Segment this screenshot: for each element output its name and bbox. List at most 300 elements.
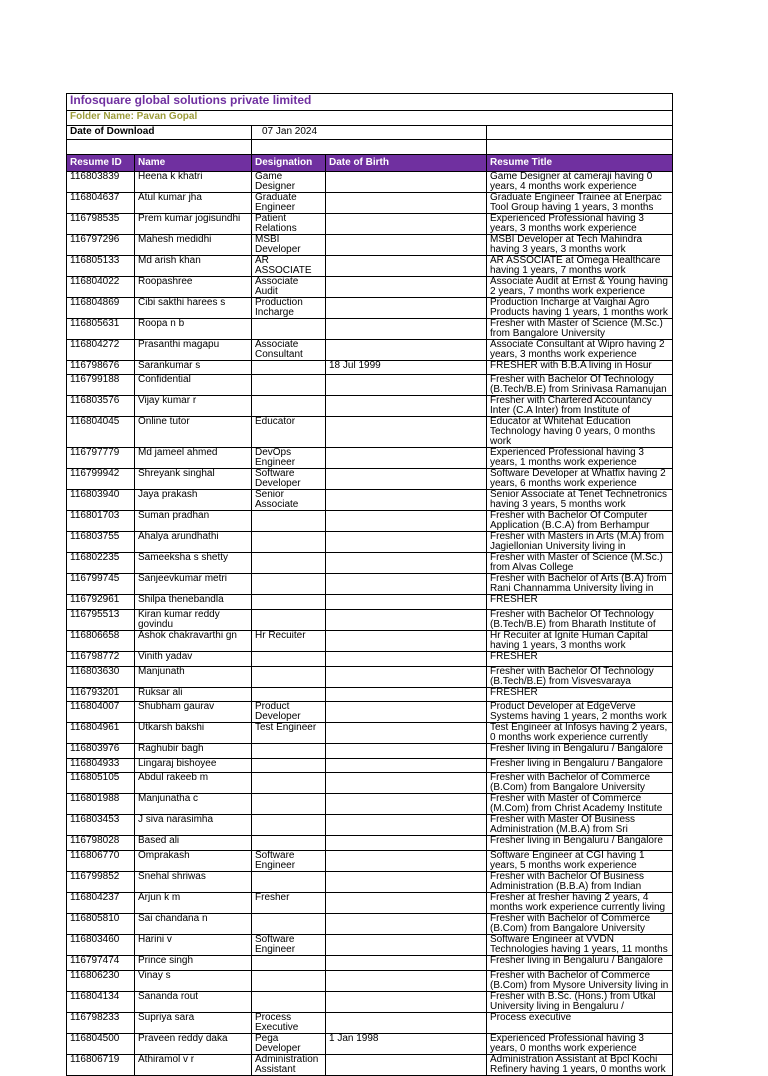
name-cell bbox=[135, 375, 252, 396]
resume-title-cell bbox=[487, 934, 673, 955]
date-of-birth-cell bbox=[326, 339, 487, 360]
table-row bbox=[67, 991, 673, 1012]
resume-title-cell bbox=[487, 609, 673, 630]
table-row bbox=[67, 417, 673, 448]
resume-title-cell bbox=[487, 702, 673, 723]
designation-cell-text: Test Engineer bbox=[255, 722, 317, 734]
designation-cell-text: Production Incharge bbox=[255, 296, 303, 318]
designation-cell bbox=[252, 532, 326, 553]
designation-cell bbox=[252, 553, 326, 574]
date-of-birth-cell bbox=[326, 773, 487, 794]
resume-id-cell bbox=[67, 773, 135, 794]
name-cell bbox=[135, 702, 252, 723]
designation-cell bbox=[252, 871, 326, 892]
date-of-birth-cell bbox=[326, 666, 487, 687]
resume-title-cell-text: Fresher living in Bengaluru / Bangalore bbox=[490, 743, 663, 755]
resume-title-cell bbox=[487, 630, 673, 651]
designation-cell-text: Pega Developer bbox=[255, 1032, 301, 1054]
resume-id-cell-text: 116802235 bbox=[70, 552, 120, 564]
name-cell-text: Manjunatha c bbox=[138, 793, 199, 805]
resume-id-cell bbox=[67, 723, 135, 744]
table-row bbox=[67, 836, 673, 851]
resume-id-cell bbox=[67, 171, 135, 192]
resume-id-cell-text: 116792961 bbox=[70, 594, 120, 606]
resume-title-cell bbox=[487, 892, 673, 913]
resume-id-cell-text: 116803630 bbox=[70, 665, 120, 677]
resume-title-cell bbox=[487, 687, 673, 702]
resume-id-cell-text: 116804637 bbox=[70, 191, 120, 203]
designation-cell bbox=[252, 758, 326, 773]
designation-cell-text: MSBI Developer bbox=[255, 233, 301, 255]
designation-cell-text: Associate Audit bbox=[255, 275, 299, 297]
name-cell-text: Snehal shriwas bbox=[138, 870, 206, 882]
table-row bbox=[67, 469, 673, 490]
name-cell-text: Confidential bbox=[138, 374, 191, 386]
table-row bbox=[67, 955, 673, 970]
date-of-birth-cell bbox=[326, 630, 487, 651]
designation-cell bbox=[252, 955, 326, 970]
designation-cell bbox=[252, 511, 326, 532]
resume-title-cell bbox=[487, 318, 673, 339]
resume-title-cell bbox=[487, 773, 673, 794]
resume-id-cell-text: 116798233 bbox=[70, 1011, 120, 1023]
resume-title-cell bbox=[487, 532, 673, 553]
resume-id-cell bbox=[67, 850, 135, 871]
name-cell-text: Utkarsh bakshi bbox=[138, 722, 205, 734]
name-cell-text: Mahesh medidhi bbox=[138, 233, 212, 245]
table-row bbox=[67, 794, 673, 815]
resume-title-cell-text: Product Developer at EdgeVerve Systems having 1 years, 2 months work bbox=[490, 701, 667, 723]
table-row bbox=[67, 511, 673, 532]
designation-cell bbox=[252, 970, 326, 991]
table-row bbox=[67, 448, 673, 469]
resume-id-cell bbox=[67, 375, 135, 396]
resume-title-cell bbox=[487, 375, 673, 396]
resume-title-cell-text: Game Designer at cameraji having 0 years, 4 months work experience bbox=[490, 170, 653, 192]
table-row bbox=[67, 723, 673, 744]
resume-id-cell bbox=[67, 417, 135, 448]
date-of-birth-cell bbox=[326, 553, 487, 574]
name-cell-text: J siva narasimha bbox=[138, 814, 214, 826]
designation-cell-text: Hr Recuiter bbox=[255, 629, 306, 641]
name-cell-text: Sarankumar s bbox=[138, 359, 201, 371]
company-name: Infosquare global solutions private limited bbox=[67, 94, 673, 111]
resume-title-cell bbox=[487, 651, 673, 666]
name-cell-text: Vinith yadav bbox=[138, 650, 193, 662]
designation-cell bbox=[252, 773, 326, 794]
name-cell-text: Md arish khan bbox=[138, 254, 201, 266]
name-cell bbox=[135, 1054, 252, 1075]
table-row bbox=[67, 970, 673, 991]
table-row bbox=[67, 375, 673, 396]
designation-cell bbox=[252, 448, 326, 469]
date-of-birth-cell bbox=[326, 687, 487, 702]
date-of-birth-cell bbox=[326, 297, 487, 318]
resume-id-cell bbox=[67, 448, 135, 469]
table-row bbox=[67, 532, 673, 553]
date-of-birth-cell bbox=[326, 192, 487, 213]
resume-title-cell bbox=[487, 339, 673, 360]
resume-id-cell bbox=[67, 630, 135, 651]
name-cell-text: Arjun k m bbox=[138, 891, 181, 903]
header-name: Name bbox=[135, 154, 252, 171]
designation-cell bbox=[252, 815, 326, 836]
resume-id-cell-text: 116798535 bbox=[70, 212, 120, 224]
name-cell bbox=[135, 490, 252, 511]
folder-name: Folder Name: Pavan Gopal bbox=[67, 111, 673, 126]
resume-id-cell bbox=[67, 276, 135, 297]
name-cell-text: Sanjeevkumar metri bbox=[138, 573, 227, 585]
date-of-birth-cell bbox=[326, 396, 487, 417]
resume-id-cell-text: 116805631 bbox=[70, 317, 120, 329]
table-row bbox=[67, 871, 673, 892]
name-cell-text: Supriya sara bbox=[138, 1011, 195, 1023]
designation-cell bbox=[252, 192, 326, 213]
name-cell-text: Harini v bbox=[138, 933, 172, 945]
designation-cell bbox=[252, 850, 326, 871]
resume-title-cell-text: Software Engineer at VVDN Technologies having 1 years, 11 months bbox=[490, 933, 668, 955]
date-of-birth-cell bbox=[326, 255, 487, 276]
name-cell bbox=[135, 276, 252, 297]
download-date: 07 Jan 2024 bbox=[252, 125, 487, 140]
resume-id-cell-text: 116804237 bbox=[70, 891, 120, 903]
name-cell bbox=[135, 574, 252, 595]
resume-title-cell-text: Fresher with Bachelor of Commerce (B.Com) from Bangalore University bbox=[490, 912, 651, 934]
resume-title-cell-text: Associate Consultant at Wipro having 2 years, 3 months work experience bbox=[490, 338, 665, 360]
resume-id-cell-text: 116804007 bbox=[70, 701, 120, 713]
name-cell-text: Athiramol v r bbox=[138, 1053, 195, 1065]
resume-title-cell-text: AR ASSOCIATE at Omega Healthcare having 1 years, 7 months work bbox=[490, 254, 661, 276]
resume-id-cell bbox=[67, 532, 135, 553]
resume-id-cell-text: 116804961 bbox=[70, 722, 120, 734]
name-cell-text: Shubham gaurav bbox=[138, 701, 215, 713]
name-cell bbox=[135, 339, 252, 360]
resume-title-cell bbox=[487, 955, 673, 970]
date-of-birth-cell bbox=[326, 836, 487, 851]
table-row bbox=[67, 553, 673, 574]
name-cell bbox=[135, 396, 252, 417]
name-cell bbox=[135, 892, 252, 913]
resume-table bbox=[66, 93, 673, 1076]
name-cell bbox=[135, 448, 252, 469]
resume-title-cell-text: Educator at Whitehat Education Technology having 0 years, 0 months work bbox=[490, 416, 656, 448]
name-cell bbox=[135, 192, 252, 213]
table-row bbox=[67, 1054, 673, 1075]
resume-id-cell-text: 116798028 bbox=[70, 835, 120, 847]
resume-id-cell bbox=[67, 815, 135, 836]
resume-id-cell bbox=[67, 744, 135, 759]
table-row bbox=[67, 171, 673, 192]
date-of-birth-cell bbox=[326, 511, 487, 532]
date-of-birth-cell bbox=[326, 276, 487, 297]
resume-title-cell-text: Fresher with Masters in Arts (M.A) from Jagiellonian University living in bbox=[490, 531, 664, 553]
date-of-birth-cell bbox=[326, 744, 487, 759]
header-resume-id: Resume ID bbox=[67, 154, 135, 171]
designation-cell bbox=[252, 339, 326, 360]
resume-id-cell bbox=[67, 651, 135, 666]
resume-id-cell bbox=[67, 297, 135, 318]
resume-id-cell-text: 116804134 bbox=[70, 990, 120, 1002]
designation-cell bbox=[252, 913, 326, 934]
resume-id-cell bbox=[67, 1033, 135, 1054]
resume-id-cell-text: 116805105 bbox=[70, 772, 120, 784]
resume-id-cell bbox=[67, 595, 135, 610]
name-cell bbox=[135, 1012, 252, 1033]
resume-title-cell-text: Fresher with Master of Science (M.Sc.) from Alvas College bbox=[490, 552, 663, 574]
table-row bbox=[67, 1012, 673, 1033]
resume-id-cell-text: 116803940 bbox=[70, 489, 120, 501]
download-row bbox=[67, 125, 673, 140]
designation-cell-text: Software Engineer bbox=[255, 849, 296, 871]
resume-title-cell-text: Senior Associate at Tenet Technetronics having 3 years, 5 months work bbox=[490, 489, 667, 511]
designation-cell-text: Administration Assistant bbox=[255, 1053, 319, 1075]
table-row bbox=[67, 666, 673, 687]
designation-cell-text: Senior Associate bbox=[255, 489, 299, 511]
name-cell bbox=[135, 744, 252, 759]
resume-id-cell bbox=[67, 1012, 135, 1033]
resume-title-cell-text: Experienced Professional having 3 years, 1 months work experience bbox=[490, 447, 644, 469]
designation-cell bbox=[252, 702, 326, 723]
table-row bbox=[67, 255, 673, 276]
designation-cell-text: Game Designer bbox=[255, 170, 296, 192]
resume-id-cell bbox=[67, 871, 135, 892]
name-cell bbox=[135, 609, 252, 630]
resume-id-cell bbox=[67, 553, 135, 574]
resume-title-cell bbox=[487, 360, 673, 375]
resume-id-cell bbox=[67, 255, 135, 276]
designation-cell bbox=[252, 255, 326, 276]
designation-cell bbox=[252, 687, 326, 702]
name-cell-text: Prasanthi magapu bbox=[138, 338, 220, 350]
resume-id-cell-text: 116806658 bbox=[70, 629, 120, 641]
resume-title-cell bbox=[487, 991, 673, 1012]
resume-title-cell bbox=[487, 666, 673, 687]
resume-id-cell bbox=[67, 339, 135, 360]
resume-title-cell bbox=[487, 234, 673, 255]
designation-cell bbox=[252, 171, 326, 192]
resume-id-cell-text: 116804022 bbox=[70, 275, 120, 287]
resume-title-cell-text: Fresher living in Bengaluru / Bangalore bbox=[490, 954, 663, 966]
name-cell-text: Manjunath bbox=[138, 665, 185, 677]
date-of-birth-cell bbox=[326, 758, 487, 773]
designation-cell-text: Software Developer bbox=[255, 468, 301, 490]
name-cell-text: Abdul rakeeb m bbox=[138, 772, 209, 784]
date-of-birth-cell bbox=[326, 934, 487, 955]
designation-cell-text: Software Engineer bbox=[255, 933, 296, 955]
resume-id-cell-text: 116804045 bbox=[70, 416, 120, 428]
resume-title-cell bbox=[487, 213, 673, 234]
resume-id-cell bbox=[67, 490, 135, 511]
designation-cell bbox=[252, 744, 326, 759]
designation-cell bbox=[252, 595, 326, 610]
table-row bbox=[67, 758, 673, 773]
resume-title-cell-text: Experienced Professional having 3 years, 0 months work experience bbox=[490, 1032, 644, 1054]
name-cell bbox=[135, 234, 252, 255]
resume-title-cell-text: Fresher with Chartered Accountancy Inter (C.A Inter) from Institute of bbox=[490, 395, 652, 417]
table-row bbox=[67, 360, 673, 375]
table-row bbox=[67, 651, 673, 666]
resume-title-cell bbox=[487, 417, 673, 448]
resume-id-cell bbox=[67, 396, 135, 417]
name-cell-text: Praveen reddy daka bbox=[138, 1032, 228, 1044]
name-cell bbox=[135, 913, 252, 934]
designation-cell-text: Product Developer bbox=[255, 701, 301, 723]
designation-cell-text: Fresher bbox=[255, 891, 290, 903]
resume-id-cell-text: 116801988 bbox=[70, 793, 120, 805]
date-of-birth-cell bbox=[326, 850, 487, 871]
resume-id-cell bbox=[67, 934, 135, 955]
name-cell bbox=[135, 532, 252, 553]
resume-title-cell-text: Fresher with Bachelor Of Technology (B.Tech/B.E) from Srinivasa Ramanujan bbox=[490, 374, 667, 396]
table-row bbox=[67, 913, 673, 934]
resume-id-cell bbox=[67, 469, 135, 490]
date-of-birth-cell bbox=[326, 595, 487, 610]
resume-title-cell bbox=[487, 448, 673, 469]
designation-cell bbox=[252, 396, 326, 417]
resume-title-cell-text: FRESHER bbox=[490, 650, 538, 662]
name-cell-text: Vinay s bbox=[138, 969, 171, 981]
resume-title-cell-text: Fresher with Bachelor Of Technology (B.Tech/B.E) from Visvesvaraya bbox=[490, 665, 654, 687]
designation-cell bbox=[252, 417, 326, 448]
date-of-birth-cell bbox=[326, 651, 487, 666]
resume-id-cell-text: 116804272 bbox=[70, 338, 120, 350]
resume-id-cell bbox=[67, 360, 135, 375]
resume-title-cell bbox=[487, 1054, 673, 1075]
resume-title-cell-text: Fresher with Master Of Business Administration (M.B.A) from Sri bbox=[490, 814, 636, 836]
name-cell bbox=[135, 687, 252, 702]
table-row bbox=[67, 574, 673, 595]
name-cell bbox=[135, 318, 252, 339]
resume-title-cell bbox=[487, 871, 673, 892]
date-of-birth-cell bbox=[326, 490, 487, 511]
resume-title-cell bbox=[487, 836, 673, 851]
date-of-birth-cell bbox=[326, 532, 487, 553]
name-cell bbox=[135, 213, 252, 234]
name-cell-text: Roopashree bbox=[138, 275, 193, 287]
resume-title-cell-text: Experienced Professional having 3 years, 3 months work experience bbox=[490, 212, 644, 234]
resume-id-cell-text: 116799852 bbox=[70, 870, 120, 882]
resume-id-cell bbox=[67, 1054, 135, 1075]
resume-id-cell-text: 116806770 bbox=[70, 849, 120, 861]
date-of-birth-cell bbox=[326, 702, 487, 723]
name-cell-text: Sananda rout bbox=[138, 990, 199, 1002]
date-of-birth-cell bbox=[326, 448, 487, 469]
name-cell bbox=[135, 360, 252, 375]
resume-title-cell-text: Fresher with Bachelor of Commerce (B.Com) from Bangalore University bbox=[490, 772, 651, 794]
resume-id-cell-text: 116806230 bbox=[70, 969, 120, 981]
date-of-birth-cell bbox=[326, 574, 487, 595]
resume-title-cell bbox=[487, 469, 673, 490]
name-cell-text: Prem kumar jogisundhi bbox=[138, 212, 241, 224]
resume-id-cell-text: 116805810 bbox=[70, 912, 120, 924]
designation-cell bbox=[252, 490, 326, 511]
resume-title-cell-text: FRESHER bbox=[490, 594, 538, 606]
table-row bbox=[67, 850, 673, 871]
date-of-birth-cell bbox=[326, 213, 487, 234]
name-cell bbox=[135, 1033, 252, 1054]
designation-cell-text: DevOps Engineer bbox=[255, 447, 296, 469]
resume-title-cell-text: Fresher with Bachelor Of Computer Application (B.C.A) from Berhampur bbox=[490, 510, 650, 532]
resume-id-cell-text: 116803453 bbox=[70, 814, 120, 826]
resume-id-cell-text: 116799942 bbox=[70, 468, 120, 480]
designation-cell-text: Educator bbox=[255, 416, 296, 428]
resume-id-cell-text: 116801703 bbox=[70, 510, 120, 522]
resume-id-cell bbox=[67, 234, 135, 255]
designation-cell bbox=[252, 934, 326, 955]
resume-title-cell-text: Production Incharge at Vaighai Agro Products having 1 years, 1 months work bbox=[490, 296, 668, 318]
date-of-birth-cell bbox=[326, 234, 487, 255]
resume-id-cell bbox=[67, 666, 135, 687]
name-cell bbox=[135, 255, 252, 276]
resume-title-cell-text: Fresher at fresher having 2 years, 4 months work experience currently living bbox=[490, 891, 666, 913]
date-of-birth-cell-text: 1 Jan 1998 bbox=[329, 1032, 379, 1044]
designation-cell bbox=[252, 375, 326, 396]
resume-title-cell bbox=[487, 553, 673, 574]
name-cell bbox=[135, 815, 252, 836]
name-cell bbox=[135, 758, 252, 773]
designation-cell bbox=[252, 723, 326, 744]
name-cell-text: Md jameel ahmed bbox=[138, 447, 218, 459]
designation-cell bbox=[252, 651, 326, 666]
empty-cell bbox=[487, 125, 673, 140]
date-of-birth-cell bbox=[326, 1054, 487, 1075]
resume-title-cell-text: Graduate Engineer Trainee at Enerpac Tool Group having 1 years, 3 months bbox=[490, 191, 662, 213]
resume-id-cell bbox=[67, 913, 135, 934]
table-row bbox=[67, 276, 673, 297]
name-cell bbox=[135, 773, 252, 794]
resume-id-cell-text: 116799745 bbox=[70, 573, 120, 585]
table-row bbox=[67, 892, 673, 913]
designation-cell bbox=[252, 1033, 326, 1054]
resume-title-cell bbox=[487, 815, 673, 836]
resume-id-cell-text: 116804500 bbox=[70, 1032, 120, 1044]
header-date-of-birth: Date of Birth bbox=[326, 154, 487, 171]
table-row bbox=[67, 595, 673, 610]
resume-title-cell-text: Test Engineer at Infosys having 2 years, 0 months work experience currently bbox=[490, 722, 668, 744]
spreadsheet bbox=[66, 93, 672, 1076]
resume-id-cell bbox=[67, 318, 135, 339]
name-cell bbox=[135, 723, 252, 744]
resume-title-cell-text: Fresher living in Bengaluru / Bangalore bbox=[490, 835, 663, 847]
name-cell-text: Online tutor bbox=[138, 416, 190, 428]
resume-id-cell-text: 116797779 bbox=[70, 447, 120, 459]
resume-title-cell bbox=[487, 396, 673, 417]
resume-id-cell-text: 116799188 bbox=[70, 374, 120, 386]
resume-title-cell-text: Fresher with Bachelor of Arts (B.A) from Rani Channamma University living in bbox=[490, 573, 667, 595]
designation-cell bbox=[252, 234, 326, 255]
date-of-birth-cell bbox=[326, 318, 487, 339]
table-row bbox=[67, 773, 673, 794]
date-of-birth-cell bbox=[326, 794, 487, 815]
name-cell-text: Heena k khatri bbox=[138, 170, 203, 182]
resume-id-cell-text: 116798772 bbox=[70, 650, 120, 662]
designation-cell-text: Patient Relations bbox=[255, 212, 297, 234]
resume-id-cell-text: 116805133 bbox=[70, 254, 120, 266]
resume-title-cell bbox=[487, 511, 673, 532]
name-cell-text: Prince singh bbox=[138, 954, 194, 966]
resume-title-cell bbox=[487, 255, 673, 276]
date-of-birth-cell bbox=[326, 375, 487, 396]
resume-title-cell-text: Fresher with Bachelor Of Technology (B.Tech/B.E) from Bharath Institute of bbox=[490, 608, 656, 630]
name-cell-text: Based ali bbox=[138, 835, 180, 847]
resume-title-cell-text: Fresher with B.Sc. (Hons.) from Utkal University living in Bengaluru / bbox=[490, 990, 656, 1012]
resume-id-cell bbox=[67, 213, 135, 234]
table-row bbox=[67, 213, 673, 234]
resume-title-cell bbox=[487, 723, 673, 744]
table-row bbox=[67, 687, 673, 702]
date-of-birth-cell bbox=[326, 991, 487, 1012]
name-cell bbox=[135, 991, 252, 1012]
